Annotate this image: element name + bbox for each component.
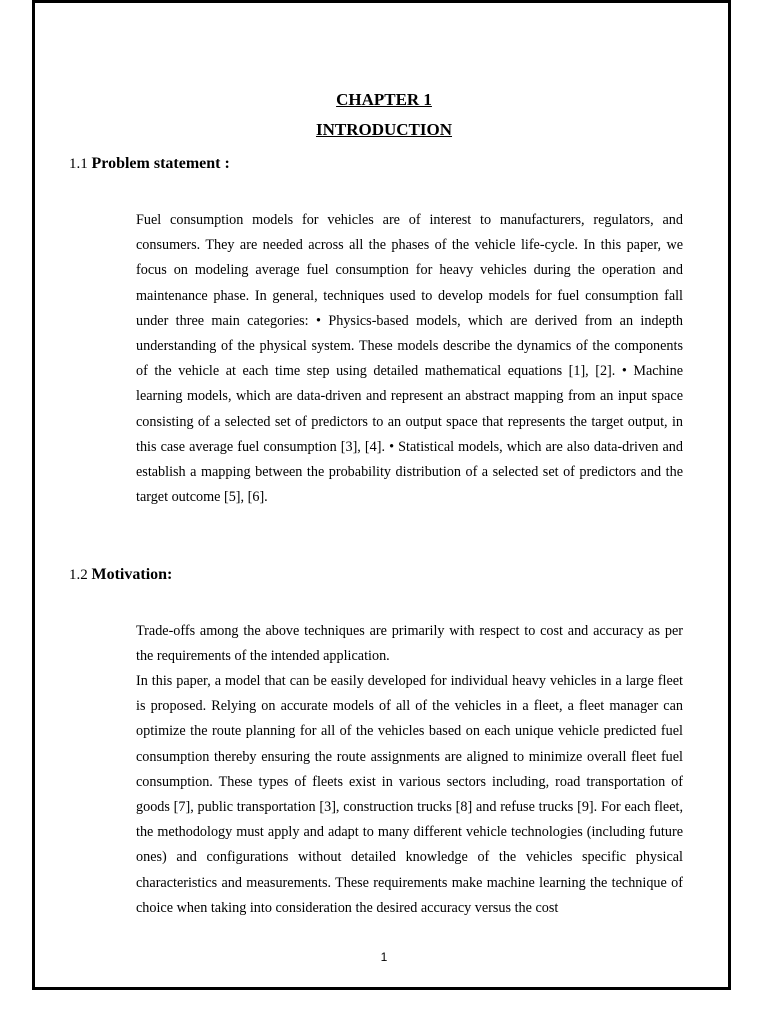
section-number: 1.2 [69, 567, 88, 583]
section-title: Motivation: [91, 566, 173, 583]
section-title: Problem statement : [91, 155, 230, 172]
chapter-title: INTRODUCTION [315, 120, 453, 139]
section-heading-problem-statement [69, 155, 230, 173]
problem-statement-paragraph: Fuel consumption models for vehicles are of interest to manufacturers, regulators, and consumers. They are needed across all the phases of the vehicle life-cycle. In this paper, we focus on modeling average fuel consumption for heavy vehicles during the operation and maintenance phase. In general, techniques used to develop models for fuel consumption fall under three main categories: • Physics-based models, which are derived from an indepth understanding of the physical system. These models describe the dynamics of the components of the vehicle at each time step using detailed mathematical equations [1], [2]. • Machine learning models, which are data-driven and represent an abstract mapping from an input space consisting of a selected set of predictors to an output space that represents the target output, in this case average fuel consumption [3], [4]. • Statistical models, which are also data-driven and establish a mapping between the probability distribution of a selected set of predictors and the target outcome [5], [6]. [136, 212, 683, 506]
section-number: 1.1 [69, 156, 88, 172]
page-number: 1 [380, 950, 388, 964]
section-heading-motivation [69, 566, 172, 584]
motivation-paragraph-1: Trade-offs among the above techniques are primarily with respect to cost and accuracy as per the requirements of the intended application. [136, 623, 683, 665]
chapter-label: CHAPTER 1 [336, 90, 432, 109]
motivation-paragraph-2: In this paper, a model that can be easily developed for individual heavy vehicles in a large fleet is proposed. Relying on accurate models of all of the vehicles in a fleet, a fleet manager can optimize the route planning for all of the vehicles based on each unique vehicle predicted fuel consumption thereby ensuring the route assignments are aligned to minimize overall fleet fuel consumption. These types of fleets exist in various sectors including, road transportation of goods [7], public transportation [3], construction trucks [8] and refuse trucks [9]. For each fleet, the methodology must apply and adapt to many different vehicle technologies (including future ones) and configurations without detailed knowledge of the vehicles specific physical characteristics and measurements. These requirements make machine learning the technique of choice when taking into consideration the desired accuracy versus the cost [136, 673, 683, 916]
